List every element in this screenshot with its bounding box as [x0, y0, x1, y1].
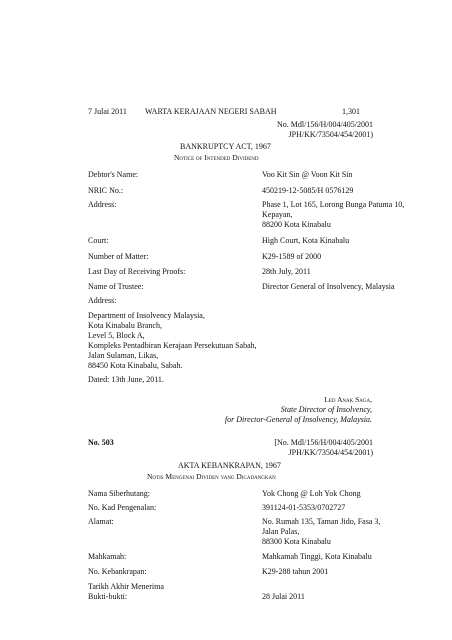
notice2-field-value: Yok Chong @ Loh Yok Chong	[262, 489, 361, 498]
notice1-notice-title: Notice of Intended Dividend	[174, 153, 259, 162]
notice2-ref-line2: JPH/KK/73504/454/2001)	[288, 448, 373, 457]
notice1-field-value: Director General of Insolvency, Malaysia	[262, 282, 395, 291]
notice2-field-value: Mahkamah Tinggi, Kota Kinabalu	[262, 552, 372, 561]
notice2-act-title: AKTA KEBANKRAPAN, 1967	[178, 461, 281, 470]
notice1-field-label: NRIC No.:	[88, 186, 124, 195]
notice1-dated: Dated: 13th June, 2011.	[88, 375, 164, 384]
notice2-number: No. 503	[88, 438, 114, 447]
notice1-field-value: 450219-12-5085/H 0576129	[262, 186, 354, 195]
notice2-field-value: 28 Julai 2011	[262, 592, 305, 601]
notice1-act-title: BANKRUPTCY ACT, 1967	[180, 142, 271, 151]
notice1-trustee-address: Department of Insolvency Malaysia, Kota Kinabalu Branch, Level 5, Block A, Kompleks Pentadbiran Kerajaan Persekutuan Sabah, Jalan Sulaman, Likas, 88450 Kota Kinabalu, Sabah.	[88, 311, 257, 370]
notice1-field-value: 28th July, 2011	[262, 267, 311, 276]
notice1-field-label: Last Day of Receiving Proofs:	[88, 267, 186, 276]
notice1-field-label: Number of Matter:	[88, 252, 149, 261]
notice1-field-value: Voo Kit Sin @ Voon Kit Sin	[262, 170, 353, 179]
notice2-field-label: Mahkamah:	[88, 552, 127, 561]
notice1-ref-line1: No. Mdl/156/H/004/405/2001	[276, 120, 373, 129]
publication-title: WARTA KERAJAAN NEGERI SABAH	[145, 107, 277, 116]
notice2-field-value: 391124-01-5353/0702727	[262, 503, 346, 512]
header-date: 7 Julai 2011	[88, 107, 127, 116]
notice1-signatory: Led Anak Saga,	[324, 395, 372, 404]
notice1-field-label: Court:	[88, 236, 109, 245]
notice1-field-value: High Court, Kota Kinabalu	[262, 236, 350, 245]
notice1-signatory-on-behalf: for Director-General of Insolvency, Malaysia.	[224, 415, 372, 424]
notice2-field-value: K29-288 tahun 2001	[262, 567, 329, 576]
notice2-field-label: Alamat:	[88, 517, 114, 526]
notice1-field-label: Address:	[88, 200, 117, 209]
notice2-ref-line1: [No. Mdl/156/H/004/405/2001	[274, 438, 373, 447]
notice1-field-value: Phase 1, Lot 165, Lorong Bunga Patuma 10, Kepayan, 88200 Kota Kinabalu	[262, 200, 405, 229]
notice1-ref-line2: JPH/KK/73504/454/2001)	[288, 130, 373, 139]
notice1-field-label: Name of Trustee:	[88, 282, 144, 291]
notice2-field-label: No. Kad Pengenalan:	[88, 503, 157, 512]
notice1-field-label: Debtor's Name:	[88, 170, 139, 179]
notice2-notice-title: Notis Mengenai Dividen yang Dicadangkan	[147, 472, 276, 481]
notice1-field-value: K29-1589 of 2000	[262, 252, 322, 261]
notice2-field-label: Nama Siberhutang:	[88, 489, 150, 498]
notice2-field-label: Tarikh Akhir Menerima Bukti-bukti:	[88, 582, 164, 601]
notice1-field-label: Address:	[88, 296, 117, 305]
notice1-signatory-title: State Director of Insolvency,	[280, 405, 372, 414]
notice2-field-label: No. Kebankrapan:	[88, 567, 147, 576]
page-number: 1,301	[342, 107, 360, 116]
notice2-field-value: No. Rumah 135, Taman Jido, Fasa 3, Jalan Palas, 88300 Kota Kinabalu	[262, 517, 381, 546]
